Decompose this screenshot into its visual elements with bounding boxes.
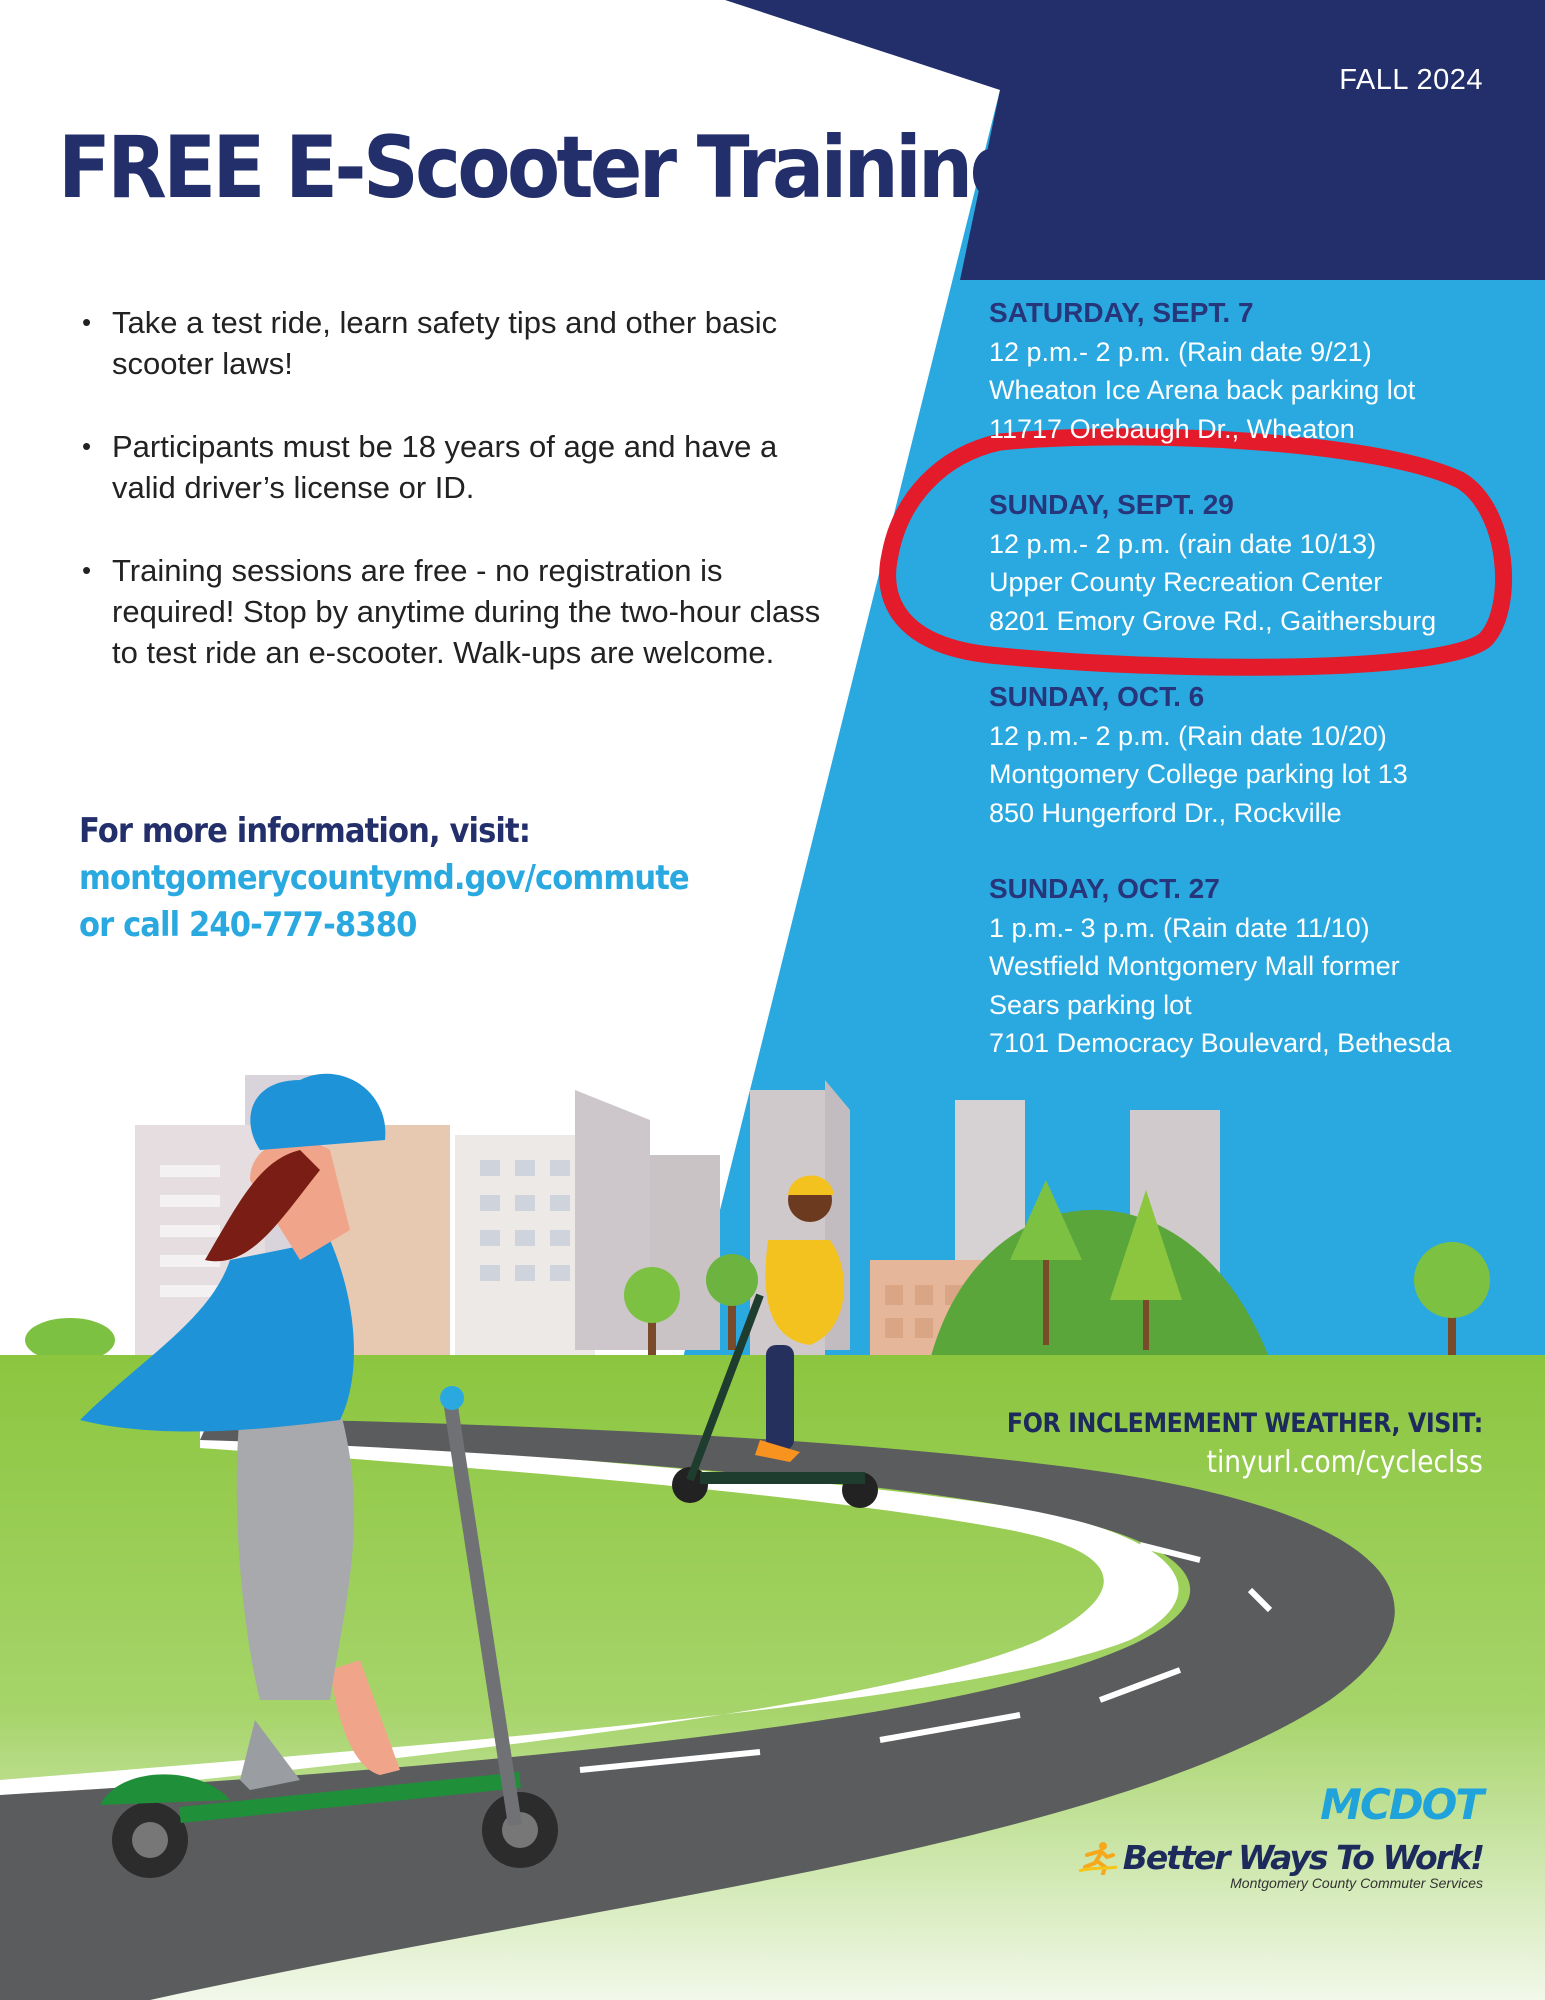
bw-name: Better Ways To Work!: [1122, 1838, 1483, 1877]
session-day: SATURDAY, SEPT. 7: [989, 297, 1254, 328]
more-info-url[interactable]: montgomerycountymd.gov/commute: [79, 858, 689, 898]
mcdot-logo: MCDOT: [1320, 1780, 1482, 1829]
session-place: Wheaton Ice Arena back parking lot: [989, 375, 1416, 405]
bullet-requirements: • Participants must be 18 years of age and have a valid driver’s license or ID.: [82, 426, 822, 508]
more-info: [79, 808, 689, 949]
weather-label: FOR INCLEMEMENT WEATHER, VISIT:: [1007, 1408, 1483, 1439]
session-day: SUNDAY, OCT. 27: [989, 873, 1220, 904]
session-day: SUNDAY, SEPT. 29: [989, 489, 1234, 520]
weather-url[interactable]: tinyurl.com/cycleclss: [1206, 1445, 1483, 1480]
session-address: 7101 Democracy Boulevard, Bethesda: [989, 1028, 1452, 1058]
bullet-free-sessions: • Training sessions are free - no registration is required! Stop by anytime during the two-hour class to test ride an e-scooter. Walk-ups are welcome.: [82, 550, 822, 673]
session-address: 850 Hungerford Dr., Rockville: [989, 797, 1342, 828]
session-address: 11717 Orebaugh Dr., Wheaton: [989, 413, 1355, 444]
season-label: FALL 2024: [1339, 64, 1483, 96]
session-oct-27: [989, 870, 1509, 1063]
better-ways-to-work-logo: [1077, 1838, 1483, 1891]
more-info-lead: For more information, visit:: [79, 811, 531, 851]
more-info-phone[interactable]: or call 240-777-8380: [79, 905, 417, 945]
session-place-2: Sears parking lot: [989, 989, 1192, 1020]
session-oct-6: [989, 678, 1509, 832]
session-place: Montgomery College parking lot 13: [989, 759, 1408, 789]
session-time: 12 p.m.- 2 p.m. (rain date 10/13): [989, 528, 1377, 559]
info-bullets: [82, 302, 822, 715]
runner-icon: [1077, 1841, 1119, 1875]
bullet-test-ride: • Take a test ride, learn safety tips and other basic scooter laws!: [82, 302, 822, 384]
session-time: 1 p.m.- 3 p.m. (Rain date 11/10): [989, 912, 1370, 943]
session-day: SUNDAY, OCT. 6: [989, 681, 1205, 712]
session-time: 12 p.m.- 2 p.m. (Rain date 9/21): [989, 336, 1372, 367]
session-schedule: [989, 294, 1509, 1101]
weather-notice: [1007, 1408, 1483, 1480]
session-sept-29: [989, 486, 1509, 640]
bw-subtitle: Montgomery County Commuter Services: [1230, 1875, 1483, 1891]
session-place: Westfield Montgomery Mall former: [989, 951, 1400, 981]
headline: FREE E-Scooter Training!: [58, 118, 1054, 218]
session-place: Upper County Recreation Center: [989, 567, 1383, 597]
session-address: 8201 Emory Grove Rd., Gaithersburg: [989, 605, 1437, 636]
session-sept-7: [989, 294, 1509, 448]
session-time: 12 p.m.- 2 p.m. (Rain date 10/20): [989, 720, 1387, 751]
